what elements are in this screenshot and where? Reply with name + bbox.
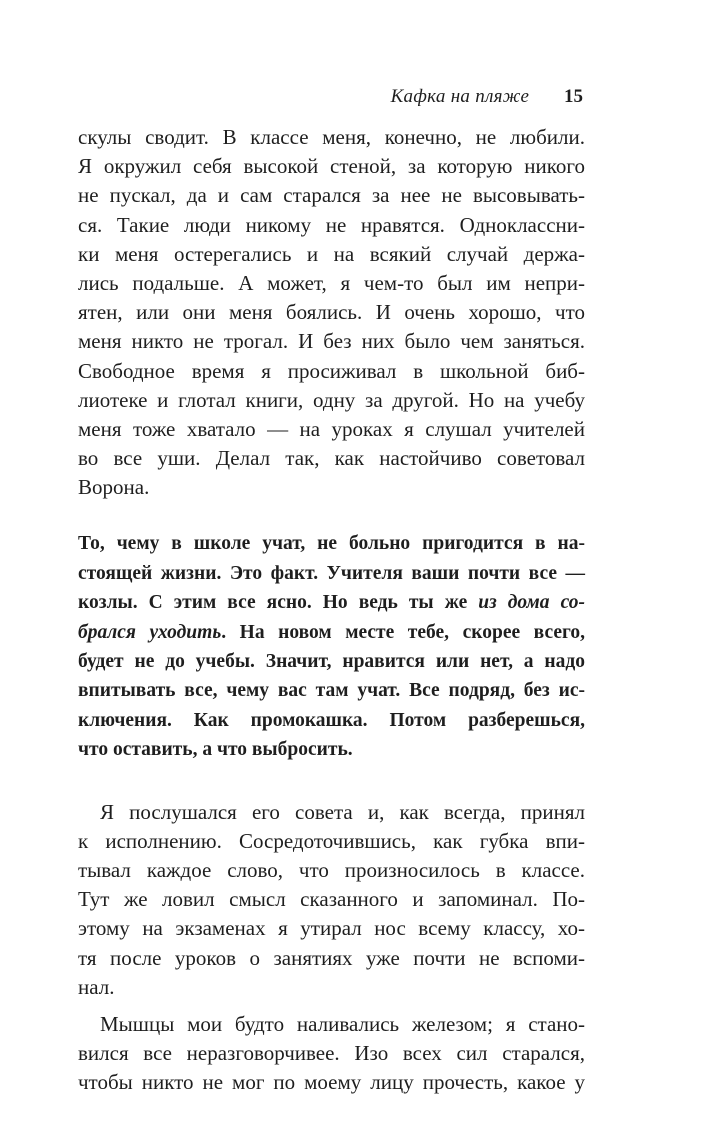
text-line: не пускал, да и сам старался за нее не высовывать-: [78, 183, 585, 208]
crow-speech: [78, 529, 585, 764]
paragraph-2: [78, 798, 585, 1002]
text-line: к исполнению. Сосредоточившись, как губка впи-: [78, 828, 585, 853]
text-segment: козлы. С этим все ясно. Но ведь ты же: [78, 592, 479, 614]
running-header: [391, 86, 583, 108]
text-line: Свободное время я просиживал в школьной биб-: [78, 358, 585, 383]
text-line: что оставить, а что выбросить.: [78, 739, 353, 761]
text-line: лись подальше. А может, я чем-то был им непри-: [78, 270, 585, 295]
text-line: Я послушался его совета и, как всегда, принял: [100, 799, 585, 824]
text-line: во все уши. Делал так, как настойчиво советовал: [78, 446, 585, 471]
emphasis-text: брался уходить: [78, 621, 222, 643]
text-line: этому на экзаменах я утирал нос всему классу, хо-: [78, 916, 585, 941]
book-title: Кафка на пляже: [390, 86, 530, 107]
text-line: [78, 618, 585, 647]
paragraph-3: [78, 1010, 585, 1098]
paragraph-1: [78, 123, 585, 502]
text-line: скулы сводит. В классе меня, конечно, не любили.: [78, 125, 585, 149]
text-line: вился все неразговорчивее. Изо всех сил старался,: [78, 1041, 585, 1066]
section-gap: [78, 502, 585, 529]
text-line: будет не до учебы. Значит, нравится или нет, а надо: [78, 651, 585, 672]
text-line: ятен, или они меня боялись. И очень хорошо, что: [78, 300, 585, 325]
text-line: чтобы никто не мог по моему лицу прочесть, какое у: [78, 1070, 585, 1095]
text-line: меня тоже хватало — на уроках я слушал учителей: [78, 416, 585, 441]
text-line: Тут же ловил смысл сказанного и запоминал. По-: [78, 887, 585, 912]
text-line: ключения. Как промокашка. Потом разберешься,: [78, 709, 585, 731]
text-segment: . На новом месте тебе, скорее всего,: [221, 621, 585, 643]
text-line: меня никто не трогал. И без них было чем заняться.: [78, 329, 585, 354]
text-line: ся. Такие люди никому не нравятся. Одноклассни-: [78, 212, 585, 237]
page-body: [78, 123, 585, 1097]
text-line: тя после уроков о занятиях уже почти не вспоми-: [78, 945, 585, 970]
text-line: стоящей жизни. Это факт. Учителя ваши почти все —: [78, 562, 585, 584]
text-line: тывал каждое слово, что произносилось в классе.: [78, 857, 585, 882]
text-line: Я окружил себя высокой стеной, за которую никого: [78, 154, 585, 179]
text-line: ки меня остерегались и на всякий случай держа-: [78, 241, 585, 266]
text-line: То, чему в школе учат, не больно пригодится в на-: [78, 533, 585, 555]
section-gap: [78, 1002, 585, 1010]
text-line: нал.: [78, 974, 115, 999]
section-gap: [78, 765, 585, 798]
text-line: лиотеке и глотал книги, одну за другой. Но на учебу: [78, 387, 585, 412]
page-number: 15: [564, 86, 583, 107]
text-line: [78, 588, 585, 617]
text-line: Мышцы мои будто наливались железом; я стано-: [100, 1011, 585, 1036]
emphasis-text: из дома со-: [478, 592, 585, 614]
text-line: Ворона.: [78, 475, 150, 500]
text-line: впитывать все, чему вас там учат. Все подряд, без ис-: [78, 680, 585, 702]
